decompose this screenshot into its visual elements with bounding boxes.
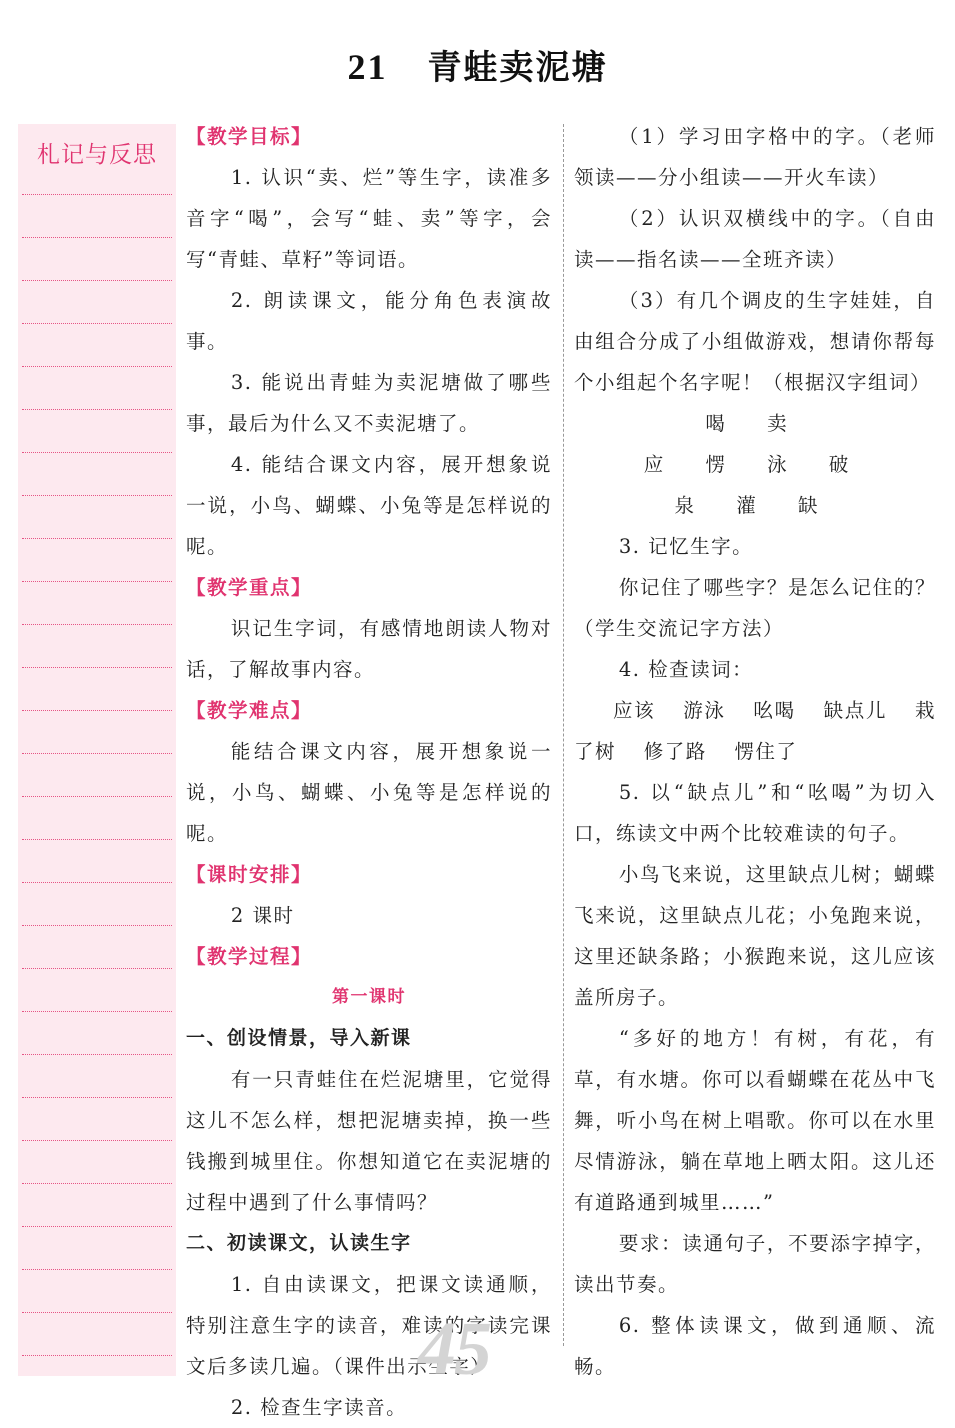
note-line — [22, 409, 172, 410]
paragraph: 6. 整体读课文，做到通顺、流畅。 — [574, 1314, 936, 1378]
step-heading: 一、创设情景，导入新课 — [186, 1027, 412, 1049]
paragraph: 2. 朗读课文，能分角色表演故事。 — [186, 289, 552, 353]
paragraph: （2）认识双横线中的字。（自由读——指名读——全班齐读） — [574, 207, 936, 271]
paragraph: 1. 自由读课文，把课文读通顺，特别注意生字的读音，难读的字读完课文后多读几遍。（课件出示生字） — [186, 1273, 552, 1378]
paragraph: （3）有几个调皮的生字娃娃，自由组合分成了小组做游戏，想请你帮每个小组起个名字呢！（根据汉字组词） — [574, 289, 936, 394]
note-line — [22, 1226, 172, 1227]
character-group: 喝 卖 — [705, 412, 805, 435]
paragraph: 2 课时 — [230, 904, 295, 927]
word-list: 应该 游泳 吆喝 缺点儿 栽了树 修了路 愣住了 — [574, 699, 936, 763]
note-line — [22, 581, 172, 582]
note-line — [22, 538, 172, 539]
note-line — [22, 495, 172, 496]
paragraph: 2. 检查生字读音。 — [230, 1396, 408, 1419]
section-heading: 【教学难点】 — [186, 699, 313, 722]
paragraph: 3. 记忆生字。 — [618, 535, 754, 558]
column-divider — [563, 124, 564, 1346]
paragraph: 识记生字词，有感情地朗读人物对话，了解故事内容。 — [186, 617, 552, 681]
note-line — [22, 796, 172, 797]
paragraph: （1）学习田字格中的字。（老师领读——分小组读——开火车读） — [574, 125, 936, 189]
paragraph: 小鸟飞来说，这里缺点儿树；蝴蝶飞来说，这里缺点儿花；小兔跑来说，这里还缺条路；小猴跑来说，这儿应该盖所房子。 — [574, 863, 936, 1009]
note-line — [22, 753, 172, 754]
note-line — [22, 925, 172, 926]
paragraph: 5. 以“缺点儿”和“吆喝”为切入口，练读文中两个比较难读的句子。 — [574, 781, 936, 845]
character-group: 应 愣 泳 破 — [643, 453, 867, 476]
note-line — [22, 624, 172, 625]
note-line — [22, 1011, 172, 1012]
lesson-title — [0, 40, 955, 89]
note-line — [22, 452, 172, 453]
note-line — [22, 237, 172, 238]
note-line — [22, 323, 172, 324]
note-line — [22, 1312, 172, 1313]
left-column — [186, 116, 552, 1428]
page-number: 45 — [418, 1307, 490, 1391]
note-line — [22, 1140, 172, 1141]
paragraph: 有一只青蛙住在烂泥塘里，它觉得这儿不怎么样，想把泥塘卖掉，换一些钱搬到城里住。你想知道它在卖泥塘的过程中遇到了什么事情吗？ — [186, 1068, 552, 1214]
paragraph: 你记住了哪些字？是怎么记住的？（学生交流记字方法） — [574, 576, 936, 640]
section-heading: 【教学重点】 — [186, 576, 313, 599]
paragraph: 能结合课文内容，展开想象说一说，小鸟、蝴蝶、小兔等是怎样说的呢。 — [186, 740, 552, 845]
note-line — [22, 280, 172, 281]
note-line — [22, 1269, 172, 1270]
note-line — [22, 710, 172, 711]
note-line — [22, 1183, 172, 1184]
lesson-name: 青蛙卖泥塘 — [427, 48, 608, 88]
note-line — [22, 1097, 172, 1098]
character-group: 泉 灌 缺 — [674, 494, 836, 517]
note-line — [22, 839, 172, 840]
note-line — [22, 194, 172, 195]
note-line — [22, 882, 172, 883]
note-line — [22, 968, 172, 969]
paragraph: 要求：读通句子，不要添字掉字，读出节奏。 — [574, 1232, 936, 1296]
note-line — [22, 366, 172, 367]
note-line — [22, 667, 172, 668]
paragraph: “多好的地方！有树，有花，有草，有水塘。你可以看蝴蝶在花丛中飞舞，听小鸟在树上唱歌。你可以在水里尽情游泳，躺在草地上晒太阳。这儿还有道路通到城里……” — [574, 1027, 936, 1214]
paragraph: 3. 能说出青蛙为卖泥塘做了哪些事，最后为什么又不卖泥塘了。 — [186, 371, 552, 435]
notes-sidebar — [18, 124, 176, 1376]
lesson-period-title: 第一课时 — [332, 987, 406, 1007]
section-heading: 【教学目标】 — [186, 125, 313, 148]
right-column — [574, 116, 936, 1387]
section-heading: 【教学过程】 — [186, 945, 313, 968]
lesson-number: 21 — [347, 47, 388, 87]
step-heading: 二、初读课文，认读生字 — [186, 1232, 412, 1254]
note-line — [22, 1054, 172, 1055]
paragraph: 4. 能结合课文内容，展开想象说一说，小鸟、蝴蝶、小兔等是怎样说的呢。 — [186, 453, 552, 558]
paragraph: 4. 检查读词： — [618, 658, 754, 681]
sidebar-title: 札记与反思 — [37, 142, 157, 168]
section-heading: 【课时安排】 — [186, 863, 313, 886]
paragraph: 1. 认识“卖、烂”等生字，读准多音字“喝”，会写“蛙、卖”等字，会写“青蛙、草籽”等词语。 — [186, 166, 552, 271]
note-line — [22, 1355, 172, 1356]
